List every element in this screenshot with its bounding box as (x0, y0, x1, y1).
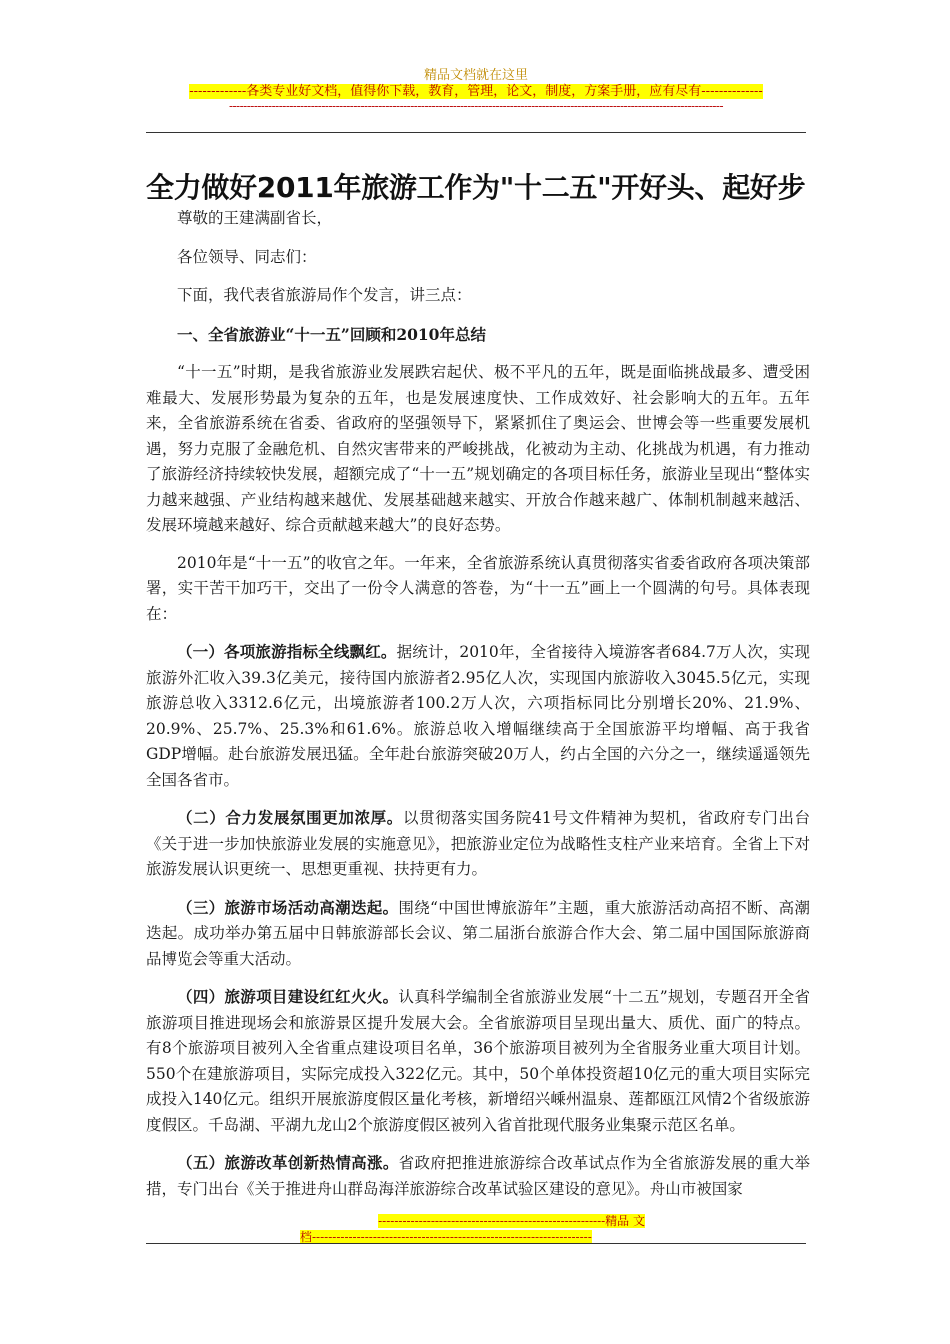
header-divider (146, 132, 806, 133)
paragraph-1: “十一五”时期，是我省旅游业发展跌宕起伏、极不平凡的五年，既是面临挑战最多、遭受困难最大、发展形势最为复杂的五年，也是发展速度快、工作成效好、社会影响大的五年。五年来，全省旅游系统在省委、省政府的坚强领导下，紧紧抓住了奥运会、世博会等一些重要发展机遇，努力克服了金融危机、自然灾害带来的严峻挑战，化被动为主动、化挑战为机遇，有力推动了旅游经济持续较快发展，超额完成了“十一五”规划确定的各项目标任务，旅游业呈现出“整体实力越来越强、产业结构越来越优、发展基础越来越实、开放合作越来越广、体制机制越来越活、发展环境越来越好、综合贡献越来越大”的良好态势。 (146, 363, 810, 534)
item-2-text: 以贯彻落实国务院41号文件精神为契机，省政府专门出台《关于进一步加快旅游业发展的实施意见》，把旅游业定位为战略性支柱产业来培育。全省上下对旅游发展认识更统一、思想更重视、扶持更有力。 (146, 809, 810, 878)
paragraph-2: 2010年是“十一五”的收官之年。一年来，全省旅游系统认真贯彻落实省委省政府各项决策部署，实干苦干加巧干，交出了一份令人满意的答卷，为“十一五”画上一个圆满的句号。具体表现在： (146, 553, 810, 623)
item-2-heading: （二）合力发展氛围更加浓厚。 (177, 808, 403, 827)
intro-line: 下面，我代表省旅游局作个发言，讲三点： (177, 286, 472, 304)
salutation-1: 尊敬的王建满副省长， (177, 209, 333, 227)
footer-divider (146, 1243, 806, 1244)
footer-line-1-text: --------------------------------------------------------精品 文 (378, 1214, 645, 1228)
item-4 (146, 984, 810, 1138)
item-5-heading: （五）旅游改革创新热情高涨。 (177, 1153, 399, 1172)
item-5-text: 省政府把推进旅游综合改革试点作为全省旅游发展的重大举措，专门出台《关于推进舟山群岛海洋旅游综合改革试验区建设的意见》。舟山市被国家 (146, 1154, 810, 1198)
item-3-heading: （三）旅游市场活动高潮迭起。 (177, 897, 399, 917)
header-title: 精品文档就在这里 (423, 68, 528, 83)
item-1-text: 据统计，2010年，全省接待入境游客者684.7万人次，实现旅游外汇收入39.3亿美元，接待国内旅游者2.95亿人次，实现国内旅游收入3045.5亿元，实现旅游总收入3312.6亿元，出境旅游者100.2万人次，六项指标同比分别增长20%、21.9%、20.9%、25.7%、25.3%和61.6%。旅游总收入增幅继续高于全国旅游平均增幅、高于我省GDP增幅。赴台旅游发展迅猛。全年赴台旅游突破20万人，约占全国的六分之一，继续遥遥领先全国各省市。 (146, 643, 810, 789)
header-dashes: ------------------------------------------------------------------------------------------------------------------------------------------- (228, 99, 724, 113)
item-1 (146, 639, 810, 793)
section-heading-1: 一、全省旅游业“十一五”回顾和2010年总结 (177, 324, 486, 344)
item-3-text: 围绕“中国世博旅游年”主题，重大旅游活动高招不断、高潮迭起。成功举办第五届中日韩旅游部长会议、第二届浙台旅游合作大会、第二届中国国际旅游商品博览会等重大活动。 (146, 898, 810, 968)
item-5 (146, 1150, 810, 1202)
item-2 (146, 805, 810, 883)
item-3 (146, 895, 810, 973)
document-title: 全力做好2011年旅游工作为"十二五"开好头、起好步 (146, 171, 806, 204)
item-4-heading: （四）旅游项目建设红红火火。 (177, 987, 399, 1006)
header-banner-text: -------------各类专业好文档，值得你下载，教育，管理，论文，制度，方案手册，应有尽有-------------- (189, 84, 763, 99)
document-body (146, 206, 810, 1214)
footer-line-2-text: 档--------------------------------------------------------------------- (300, 1230, 592, 1244)
footer-line-1 (300, 1212, 645, 1229)
header-banner (146, 80, 806, 99)
item-1-heading: （一）各项旅游指标全线飘红。 (177, 642, 397, 661)
item-4-text: 认真科学编制全省旅游业发展“十二五”规划，专题召开全省旅游项目推进现场会和旅游景区提升发展大会。全省旅游项目呈现出量大、质优、面广的特点。有8个旅游项目被列入全省重点建设项目名单，36个旅游项目被列为全省服务业重大项目计划。550个在建旅游项目，实际完成投入322亿元。其中，50个单体投资超10亿元的重大项目实际完成投入140亿元。组织开展旅游度假区量化考核，新增绍兴嵊州温泉、莲都瓯江风情2个省级旅游度假区。千岛湖、平湖九龙山2个旅游度假区被列入省首批现代服务业集聚示范区名单。 (146, 988, 810, 1134)
salutation-2: 各位领导、同志们： (177, 247, 317, 266)
